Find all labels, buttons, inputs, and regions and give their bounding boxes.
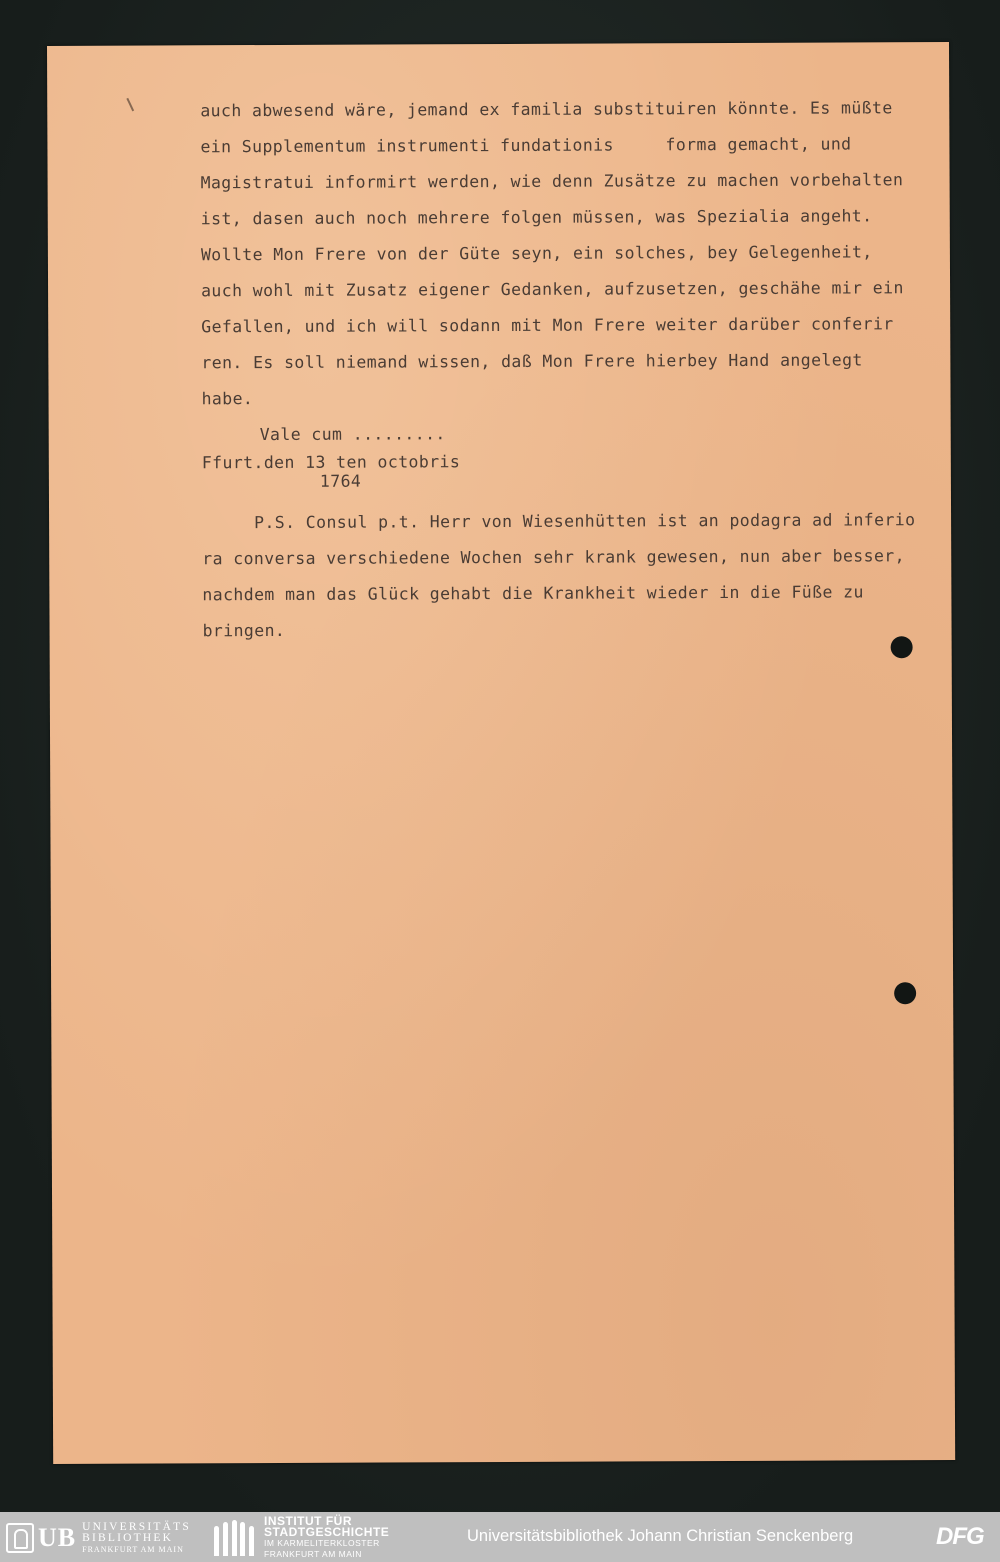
letter-body — [200, 90, 942, 649]
postscript-line-4: bringen. — [202, 620, 286, 641]
letter-line-7: Gefallen, und ich will sodann mit Mon Frere weiter darüber conferir — [201, 314, 894, 337]
letter-line-1: auch abwesend wäre, jemand ex familia substituiren könnte. Es müßte — [200, 98, 893, 121]
pencil-mark — [126, 98, 134, 112]
year-line: 1764 — [319, 471, 362, 491]
ub-logo[interactable] — [6, 1521, 191, 1555]
isg-logo-line-2: STADTGESCHICHTE — [264, 1525, 390, 1539]
punch-hole-upper — [891, 636, 913, 658]
ub-emblem-icon — [6, 1523, 34, 1553]
isg-logo-line-3: IM KARMELITERKLOSTER — [264, 1538, 380, 1548]
letter-line-8: ren. Es soll niemand wissen, daß Mon Frere hierbey Hand angelegt — [201, 350, 863, 373]
letter-line-3: Magistratui informirt werden, wie denn Zusätze zu machen vorbehalten — [200, 170, 904, 193]
date-block — [202, 450, 942, 491]
postscript — [202, 502, 943, 649]
ub-logo-line-2: BIBLIOTHEK — [82, 1531, 174, 1544]
ub-logo-line-1: UNIVERSITÄTS — [82, 1520, 191, 1533]
ub-logo-line-3: FRANKFURT AM MAIN — [82, 1544, 184, 1554]
letter-line-2: ein Supplementum instrumenti fundationis forma gemacht, und — [200, 134, 852, 157]
ub-logo-letters: UB — [38, 1523, 77, 1552]
postscript-line-3: nachdem man das Glück gehabt die Krankheit wieder in die Füße zu — [202, 582, 864, 605]
letter-line-5: Wollte Mon Frere von der Güte seyn, ein solches, bey Gelegenheit, — [200, 242, 873, 265]
typewritten-page — [47, 42, 955, 1464]
punch-hole-lower — [894, 982, 916, 1004]
ub-logo-text — [82, 1522, 191, 1555]
postscript-line-1: P.S. Consul p.t. Herr von Wiesenhütten ist an podagra ad inferio — [254, 510, 916, 533]
isg-logo-line-4: FRANKFURT AM MAIN — [264, 1549, 362, 1559]
postscript-line-2: ra conversa verschiedene Wochen sehr krank gewesen, nun aber besser, — [202, 546, 905, 569]
library-name-link[interactable]: Universitätsbibliothek Johann Christian Senckenberg — [467, 1527, 854, 1545]
letter-line-4: ist, dasen auch noch mehrere folgen müssen, was Spezialia angeht. — [200, 206, 873, 229]
isg-logo[interactable] — [214, 1514, 390, 1559]
valediction: Vale cum ......... — [259, 424, 446, 445]
letter-line-9: habe. — [201, 389, 254, 409]
footer-bar — [0, 1512, 1000, 1562]
isg-logo-line-1: INSTITUT FÜR — [264, 1514, 352, 1528]
dfg-logo[interactable]: DFG — [936, 1523, 984, 1550]
date-line: Ffurt.den 13 ten octobris — [201, 452, 461, 473]
isg-arches-icon — [214, 1520, 254, 1556]
letter-line-6: auch wohl mit Zusatz eigener Gedanken, aufzusetzen, geschähe mir ein — [201, 278, 904, 301]
isg-logo-text — [264, 1516, 389, 1560]
